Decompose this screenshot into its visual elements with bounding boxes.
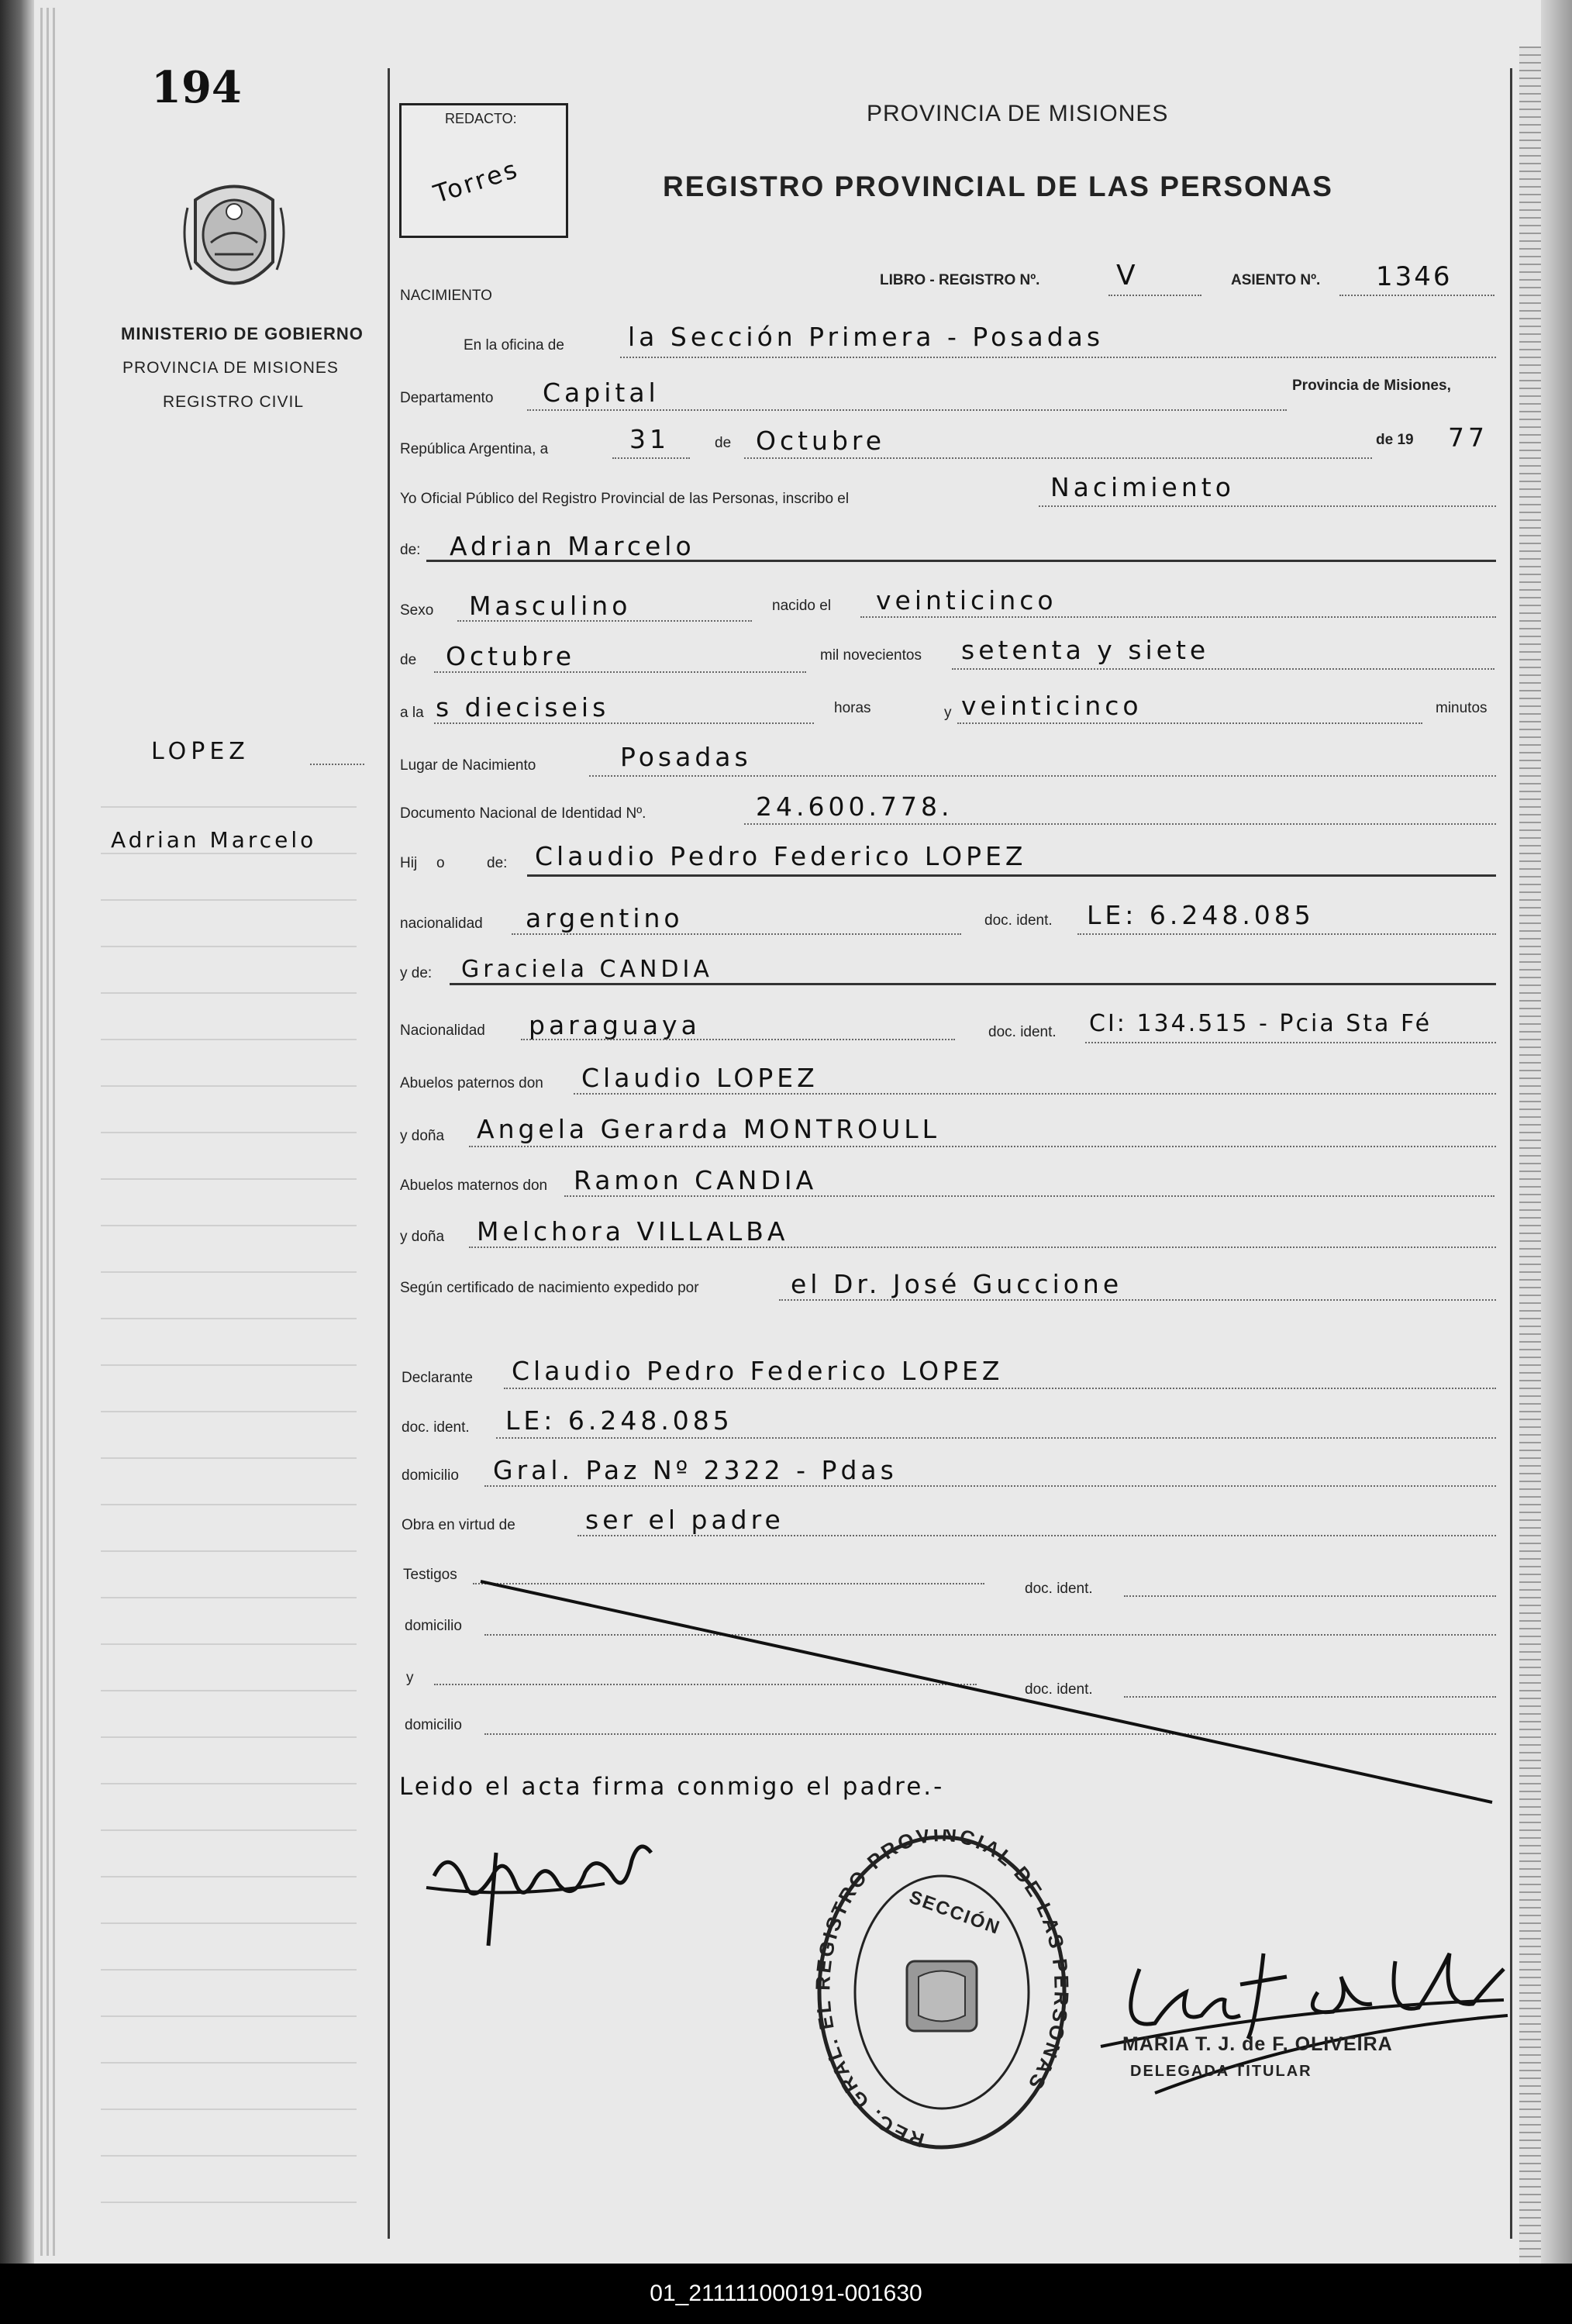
republica-label: República Argentina, a [400, 441, 549, 457]
hijo-de-label: de: [487, 855, 508, 871]
y-label: y [944, 705, 952, 721]
domicilio-value: Gral. Paz Nº 2322 - Pdas [493, 1455, 898, 1485]
de-label: de [715, 435, 732, 451]
margin-surname: LOPEZ [151, 738, 250, 765]
dia-value: 31 [629, 424, 670, 454]
abuelos-mat-value: Ramon CANDIA [574, 1165, 818, 1195]
dona2-label: y doña [400, 1229, 445, 1245]
testigos-label: Testigos [403, 1567, 457, 1583]
y2-label: y [406, 1670, 414, 1686]
docident5-label: doc. ident. [1025, 1681, 1093, 1698]
de2-label: de [400, 652, 417, 668]
redacto-signature: Torres [429, 153, 523, 209]
nacionalidad1-label: nacionalidad [400, 915, 483, 932]
yde-label: y de: [400, 965, 433, 981]
lugar-value: Posadas [620, 742, 752, 772]
nacionalidad1-value: argentino [526, 903, 684, 933]
abuelos-mat-label: Abuelos maternos don [400, 1178, 548, 1194]
departamento-value: Capital [543, 378, 660, 408]
official-name: MARIA T. J. de F. OLIVEIRA [1122, 2033, 1393, 2055]
ministry-province: PROVINCIA DE MISIONES [122, 359, 339, 377]
leido-statement: Leido el acta firma conmigo el padre.- [399, 1773, 945, 1801]
domicilio-label: domicilio [402, 1467, 459, 1484]
docident2-label: doc. ident. [988, 1024, 1057, 1040]
obra-label: Obra en virtud de [402, 1517, 515, 1533]
official-stamp [814, 1829, 1070, 2155]
madre-value: Graciela CANDIA [461, 956, 713, 983]
nacionalidad2-value: paraguaya [529, 1010, 701, 1040]
nacionalidad2-label: Nacionalidad [400, 1022, 485, 1039]
docident1-label: doc. ident. [984, 912, 1053, 929]
docident4-label: doc. ident. [1025, 1581, 1093, 1597]
domicilio2-label: domicilio [405, 1618, 462, 1634]
abuelos-pat-value: Claudio LOPEZ [581, 1063, 819, 1093]
hijo-label: Hij [400, 855, 418, 871]
oficina-label: En la oficina de [464, 337, 564, 353]
anio2-value: setenta y siete [961, 635, 1210, 665]
image-filename: 01_211111000191-001630 [0, 2264, 1572, 2324]
ministry-name: MINISTERIO DE GOBIERNO [121, 324, 364, 343]
sexo-value: Masculino [469, 591, 632, 621]
anio-label: de 19 [1376, 432, 1414, 448]
declarante-label: Declarante [402, 1370, 473, 1386]
official-title: DELEGADA TITULAR [1130, 2063, 1312, 2080]
dona2-value: Melchora VILLALBA [477, 1216, 789, 1246]
minutos-value: veinticinco [961, 691, 1143, 721]
dni-value: 24.600.778. [756, 791, 953, 822]
dona1-value: Angela Gerarda MONTROULL [477, 1114, 941, 1144]
docident3-label: doc. ident. [402, 1419, 470, 1436]
oficina-value: la Sección Primera - Posadas [628, 322, 1105, 352]
alas-value: s dieciseis [436, 692, 610, 722]
padre-value: Claudio Pedro Federico LOPEZ [535, 841, 1027, 871]
certificado-label: Según certificado de nacimiento expedido por [400, 1280, 699, 1296]
inscribo-label: Yo Oficial Público del Registro Provincial de las Personas, inscribo el [400, 491, 850, 507]
nacimiento-label: NACIMIENTO [400, 288, 492, 304]
minutos-label: minutos [1436, 700, 1488, 716]
svg-text:REC. GRAL. EL REGISTRO PROVINC: REC. GRAL. E EGISTRO PROVINCIAL DE LAS SONAS [814, 1829, 1070, 2153]
page-number: 194 [151, 62, 242, 113]
margin-given-names: Adrian Marcelo [111, 827, 317, 853]
alas-label: a la [400, 705, 424, 721]
abuelos-pat-label: Abuelos paternos don [400, 1075, 543, 1091]
de-name-label: de: [400, 542, 421, 558]
father-signature [419, 1829, 667, 1961]
docident2-value: CI: 134.515 - Pcia Sta Fé [1089, 1010, 1432, 1037]
obra-value: ser el padre [585, 1505, 784, 1535]
lugar-label: Lugar de Nacimiento [400, 757, 536, 774]
mil-label: mil novecientos [820, 647, 922, 664]
certificado-value: el Dr. José Guccione [791, 1269, 1123, 1299]
ministry-registry: REGISTRO CIVIL [163, 393, 305, 411]
hijo-suffix: o [436, 855, 445, 871]
mes2-value: Octubre [446, 641, 576, 671]
stamp-inner-text: SECCIÓN [906, 1886, 1004, 1940]
anio-value: 77 [1448, 422, 1488, 453]
libro-label: LIBRO - REGISTRO Nº. [880, 272, 1040, 288]
declarante-value: Claudio Pedro Federico LOPEZ [512, 1356, 1004, 1386]
dona1-label: y doña [400, 1128, 445, 1144]
provincia-suffix: Provincia de Misiones, [1292, 378, 1451, 394]
departamento-label: Departamento [400, 390, 494, 406]
inscribo-value: Nacimiento [1050, 472, 1235, 502]
asiento-label: ASIENTO Nº. [1231, 272, 1321, 288]
nacido-value: veinticinco [876, 585, 1057, 615]
mes-value: Octubre [756, 426, 886, 456]
sexo-label: Sexo [400, 602, 434, 619]
libro-value: V [1116, 260, 1139, 291]
redacto-label: REDACTO: [445, 111, 517, 126]
header-title: REGISTRO PROVINCIAL DE LAS PERSONAS [663, 171, 1333, 202]
header-province: PROVINCIA DE MISIONES [867, 101, 1169, 126]
domicilio3-label: domicilio [405, 1717, 462, 1733]
asiento-value: 1346 [1376, 261, 1453, 292]
nacido-label: nacido el [772, 598, 832, 614]
horas-label: horas [834, 700, 871, 716]
docident3-value: LE: 6.248.085 [505, 1405, 733, 1436]
de-name-value: Adrian Marcelo [450, 531, 695, 561]
docident1-value: LE: 6.248.085 [1087, 900, 1315, 930]
dni-label: Documento Nacional de Identidad Nº. [400, 805, 646, 822]
